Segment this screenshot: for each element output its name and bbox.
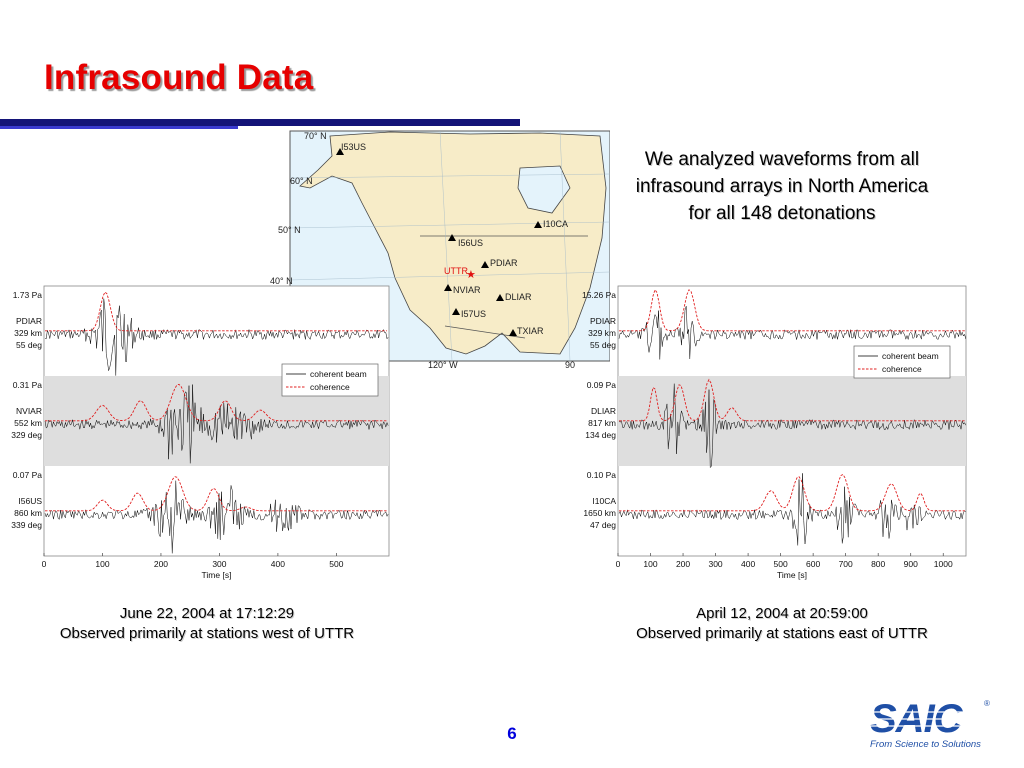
logo-registered: ® [984, 699, 990, 708]
caption-note: Observed primarily at stations east of UTTR [636, 625, 928, 642]
azimuth-label: 55 deg [590, 340, 616, 350]
lat-label: 50° N [278, 225, 301, 235]
legend-entry-coherence: coherence [310, 382, 350, 392]
x-axis-label: Time [s] [201, 570, 232, 580]
caption-note: Observed primarily at stations west of UTTR [59, 625, 355, 642]
x-tick-label: 100 [643, 559, 658, 569]
station-label: I56US [18, 496, 42, 506]
azimuth-label: 134 deg [585, 430, 616, 440]
x-tick-label: 500 [773, 559, 788, 569]
lat-label: 60° N [290, 176, 313, 186]
slide-title: Infrasound Data [44, 58, 314, 97]
target-marker-icon: ★ [466, 269, 476, 281]
x-tick-label: 400 [270, 559, 285, 569]
station-label: DLIAR [590, 406, 616, 416]
station-label: I10CA [592, 496, 616, 506]
amplitude-label: 1.73 Pa [12, 290, 42, 300]
station-label: DLIAR [505, 292, 532, 302]
target-label: UTTR [444, 266, 468, 276]
legend-entry-coherence: coherence [882, 364, 922, 374]
waveform-chart-east [578, 282, 972, 588]
lon-label: 120° W [428, 360, 458, 370]
station-label: I56US [458, 238, 484, 248]
x-tick-label: 700 [838, 559, 853, 569]
distance-label: 329 km [588, 328, 616, 338]
station-label: I53US [341, 142, 367, 152]
azimuth-label: 339 deg [11, 520, 42, 530]
station-label: PDIAR [16, 316, 42, 326]
station-label: I57US [461, 309, 487, 319]
x-tick-label: 600 [806, 559, 821, 569]
x-tick-label: 900 [903, 559, 918, 569]
station-label: NVIAR [16, 406, 42, 416]
distance-label: 552 km [14, 418, 42, 428]
amplitude-label: 15.26 Pa [581, 290, 616, 300]
station-label: TXIAR [517, 326, 544, 336]
caption-date: June 22, 2004 at 17:12:29 [119, 605, 295, 622]
lat-label: 40° N [270, 276, 293, 286]
distance-label: 329 km [14, 328, 42, 338]
x-tick-label: 200 [675, 559, 691, 569]
distance-label: 1650 km [583, 508, 616, 518]
caption-date: April 12, 2004 at 20:59:00 [696, 605, 868, 622]
amplitude-label: 0.31 Pa [12, 380, 42, 390]
logo-wordmark: SAIC [870, 697, 962, 741]
station-label: I10CA [543, 219, 569, 229]
title-rule-accent [0, 126, 238, 129]
x-axis-label: Time [s] [777, 570, 807, 580]
x-tick-label: 0 [615, 559, 621, 569]
intro-line: infrasound arrays in North America [635, 176, 929, 197]
x-tick-label: 800 [871, 559, 886, 569]
legend-entry-beam: coherent beam [310, 369, 367, 379]
title-rule [0, 119, 520, 126]
x-tick-label: 500 [329, 559, 344, 569]
amplitude-label: 0.09 Pa [586, 380, 616, 390]
azimuth-label: 47 deg [590, 520, 616, 530]
saic-logo [868, 694, 996, 752]
azimuth-label: 55 deg [16, 340, 42, 350]
x-tick-label: 300 [212, 559, 227, 569]
lat-label: 70° N [304, 131, 327, 141]
amplitude-label: 0.10 Pa [586, 470, 616, 480]
intro-line: for all 148 detonations [688, 203, 876, 224]
station-label: NVIAR [453, 285, 481, 295]
intro-line: We analyzed waveforms from all [644, 149, 920, 170]
lon-label: 90 [565, 360, 576, 370]
x-tick-label: 100 [95, 559, 110, 569]
legend-entry-beam: coherent beam [882, 351, 939, 361]
caption-west [20, 604, 394, 644]
x-tick-label: 200 [153, 559, 169, 569]
x-tick-label: 400 [740, 559, 756, 569]
waveform-chart-west [0, 282, 396, 588]
amplitude-label: 0.07 Pa [12, 470, 42, 480]
distance-label: 817 km [588, 418, 616, 428]
x-tick-label: 0 [41, 559, 47, 569]
x-tick-label: 300 [708, 559, 723, 569]
x-tick-label: 1000 [933, 559, 953, 569]
intro-text [598, 146, 966, 227]
caption-east [596, 604, 968, 644]
distance-label: 860 km [14, 508, 42, 518]
logo-tagline: From Science to Solutions [870, 739, 981, 750]
station-label: PDIAR [590, 316, 616, 326]
azimuth-label: 329 deg [11, 430, 42, 440]
page-number: 6 [507, 724, 517, 743]
station-label: PDIAR [490, 258, 518, 268]
